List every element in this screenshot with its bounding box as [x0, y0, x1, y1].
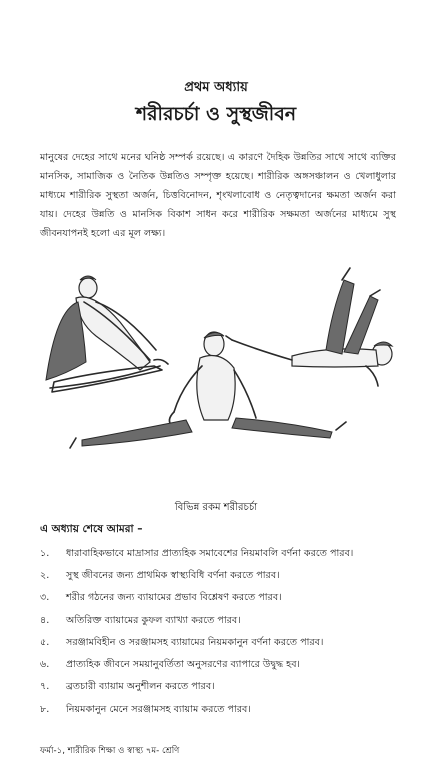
page-footer: ফর্মা-১, শারীরিক শিক্ষা ও স্বাস্থ্য ৭ম- শ্রেণি — [40, 746, 180, 756]
objective-text: সরঞ্জামবিহীন ও সরঞ্জামসহ ব্যায়ামের নিয়মকানুন বর্ণনা করতে পারব। — [66, 636, 324, 648]
objective-text: নিয়মকানুন মেনে সরঞ্জামসহ ব্যায়াম করতে পারব। — [66, 703, 251, 715]
objective-text: ব্রতচারী ব্যায়াম অনুশীলন করতে পারব। — [66, 681, 215, 693]
chapter-title: শরীরচর্চা ও সুস্থজীবন — [135, 103, 297, 125]
objective-number: ২. — [40, 569, 50, 581]
objective-text: ধারাবাহিকভাবে মাদ্রাসার প্রাত্যহিক সমাবেশের নিয়মাবলি বর্ণনা করতে পারব। — [66, 547, 354, 559]
list-item — [40, 632, 410, 654]
list-item — [40, 677, 410, 699]
objectives-heading: এ অধ্যায় শেষে আমরা – — [40, 523, 143, 535]
objective-number: ৫. — [40, 636, 50, 648]
objective-text: শরীর গঠনের জন্য ব্যায়ামের প্রভাব বিশ্লেষণ করতে পারব। — [66, 592, 282, 604]
objective-number: ৬. — [40, 659, 50, 671]
list-item — [40, 610, 410, 632]
straddle-stretch-figure — [70, 332, 346, 448]
list-item — [40, 588, 410, 610]
objectives-list — [40, 543, 410, 721]
leg-raise-figure — [226, 268, 392, 386]
list-item — [40, 699, 410, 721]
objective-text: অতিরিক্ত ব্যায়ামের কুফল ব্যাখ্যা করতে পারব। — [66, 614, 241, 626]
objective-number: ৭. — [40, 681, 50, 693]
seated-forward-bend-figure — [46, 276, 168, 392]
objective-number: ৪. — [40, 614, 50, 626]
illustration-caption: বিভিন্ন রকম শরীরচর্চা — [174, 502, 258, 513]
objective-text: সুস্থ জীবনের জন্য প্রাথমিক স্বাস্থ্যবিধি বর্ণনা করতে পারব। — [66, 569, 280, 581]
chapter-label: প্রথম অধ্যায় — [184, 80, 248, 95]
list-item — [40, 654, 410, 676]
objective-text: প্রাত্যহিক জীবনে সময়ানুবর্তিতা অনুসরণের ব্যাপারে উদ্বুদ্ধ হব। — [66, 659, 300, 671]
objective-number: ৩. — [40, 592, 50, 604]
intro-paragraph: মানুষের দেহের সাথে মনের ঘনিষ্ঠ সম্পর্ক রয়েছে। এ কারণে দৈহিক উন্নতির সাথে সাথে ব্যক্তির মানসিক, সামাজিক ও নৈতিক উন্নতিও সম্পৃক্ত হয়েছে। শারীরিক অঙ্গসঞ্চালন ও খেলাধুলার মাধ্যমে শারীরিক সুস্থতা অর্জন, চিত্তবিনোদন, শৃংখলাবোধ ও নেতৃত্বদানের ক্ষমতা অর্জন করা যায়। দেহের উন্নতি ও মানসিক বিকাশ সাধন করে শারীরিক সক্ষমতা অর্জনের মাধ্যমে সুস্থ জীবনযাপনই হলো এর মূল লক্ষ্য। — [40, 152, 396, 239]
list-item — [40, 565, 410, 587]
list-item — [40, 543, 410, 565]
exercise-illustration — [36, 262, 402, 452]
objective-number: ১. — [40, 547, 50, 559]
objective-number: ৮. — [40, 703, 50, 715]
